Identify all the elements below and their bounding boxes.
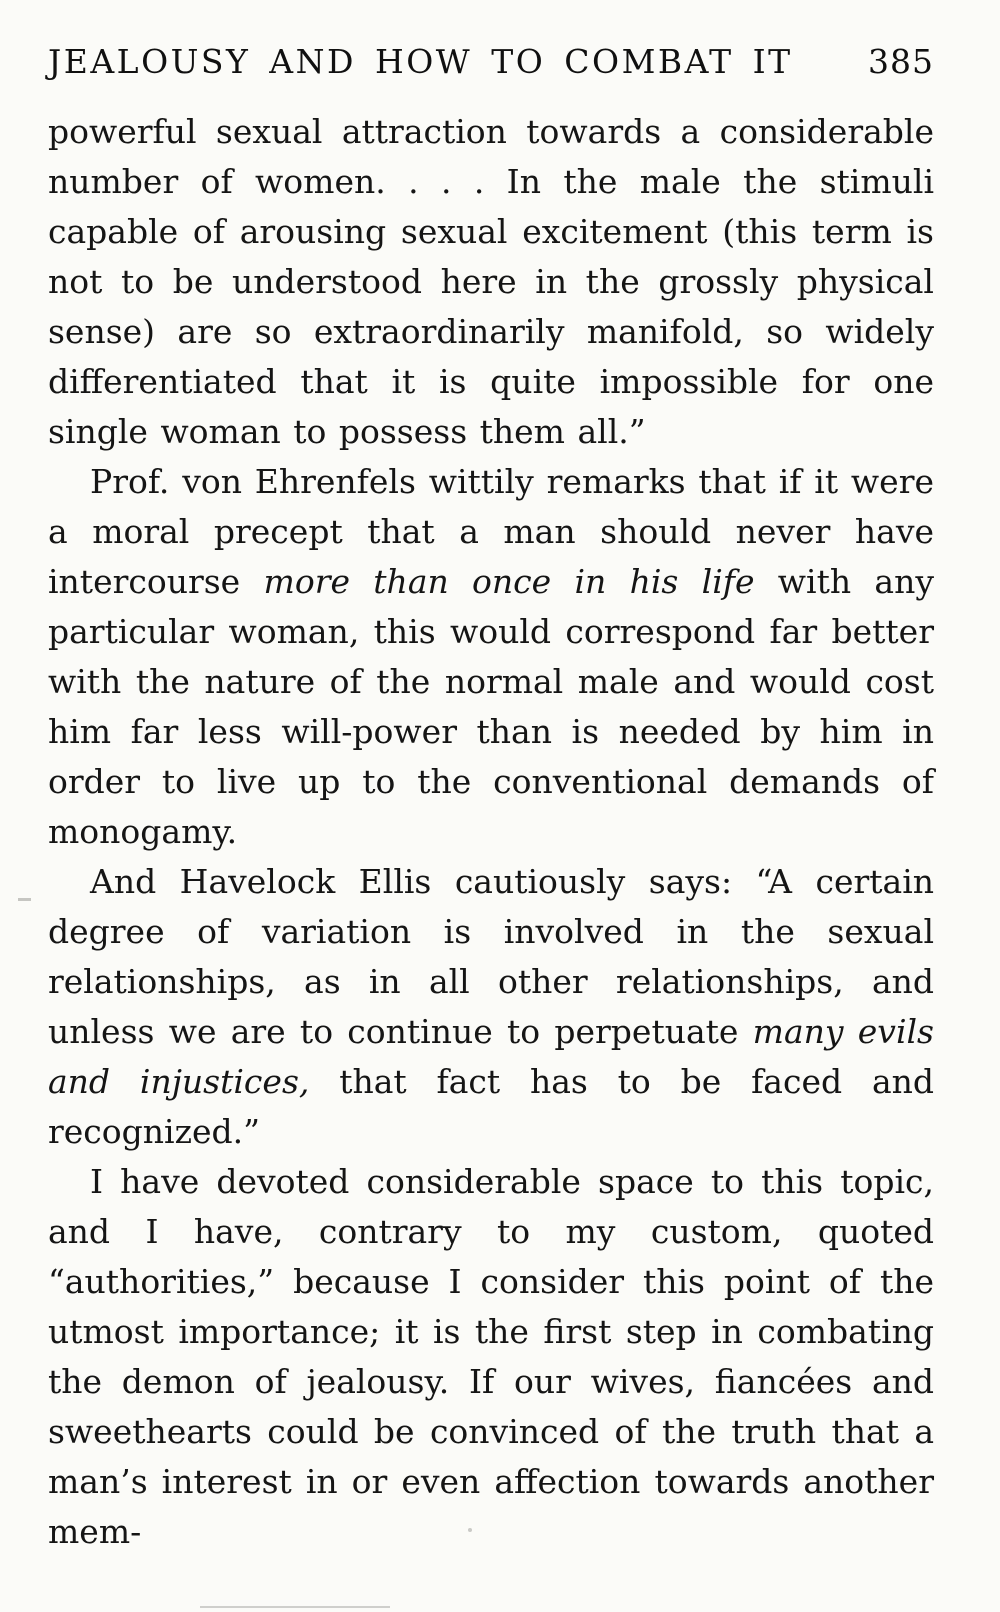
text-segment: I have devoted considerable space to this topic, and I have, contrary to my custom, quoted “authorities,” because I consider this point of the utmost importance; it is the first step in combating the demon of jealousy. If our wives, fiancées and sweethearts could be convinced of the truth that a man’s interest in or even affection towards another mem- [48,1162,934,1551]
paragraph [48,1157,934,1557]
scan-artifact [18,898,31,901]
page-number: 385 [868,42,934,81]
scan-artifact [200,1606,390,1608]
paragraph [48,857,934,1157]
page-title: JEALOUSY AND HOW TO COMBAT IT [48,42,793,81]
text-segment: powerful sexual attraction towards a considerable number of women. . . . In the male the stimuli capable of arousing sexual excitement (this term is not to be understood here in the grossly physical sense) are so extraordinarily manifold, so widely differentiated that it is quite impossible for one single woman to possess them all.” [48,112,934,451]
text-segment: Prof. von Ehrenfels wittily remarks that if it were a moral precept that a man should never have intercourse [48,462,934,601]
text-segment: with any particular woman, this would correspond far better with the nature of the normal male and would cost him far less will-power than is needed by him in order to live up to the conventional demands of monogamy. [48,562,934,851]
italic-segment: many evils and injustices, [48,1012,934,1101]
text-segment: that fact has to be faced and recognized.” [48,1062,934,1151]
running-header [48,42,934,81]
scan-artifact [468,1528,472,1532]
paragraph [48,457,934,857]
text-segment: And Havelock Ellis cautiously says: “A certain degree of variation is involved in the sexual relationships, as in all other relationships, and unless we are to continue to perpetuate [48,862,934,1051]
italic-segment: more than once in his life [263,562,755,601]
paragraph [48,107,934,457]
body-text [48,107,934,1557]
